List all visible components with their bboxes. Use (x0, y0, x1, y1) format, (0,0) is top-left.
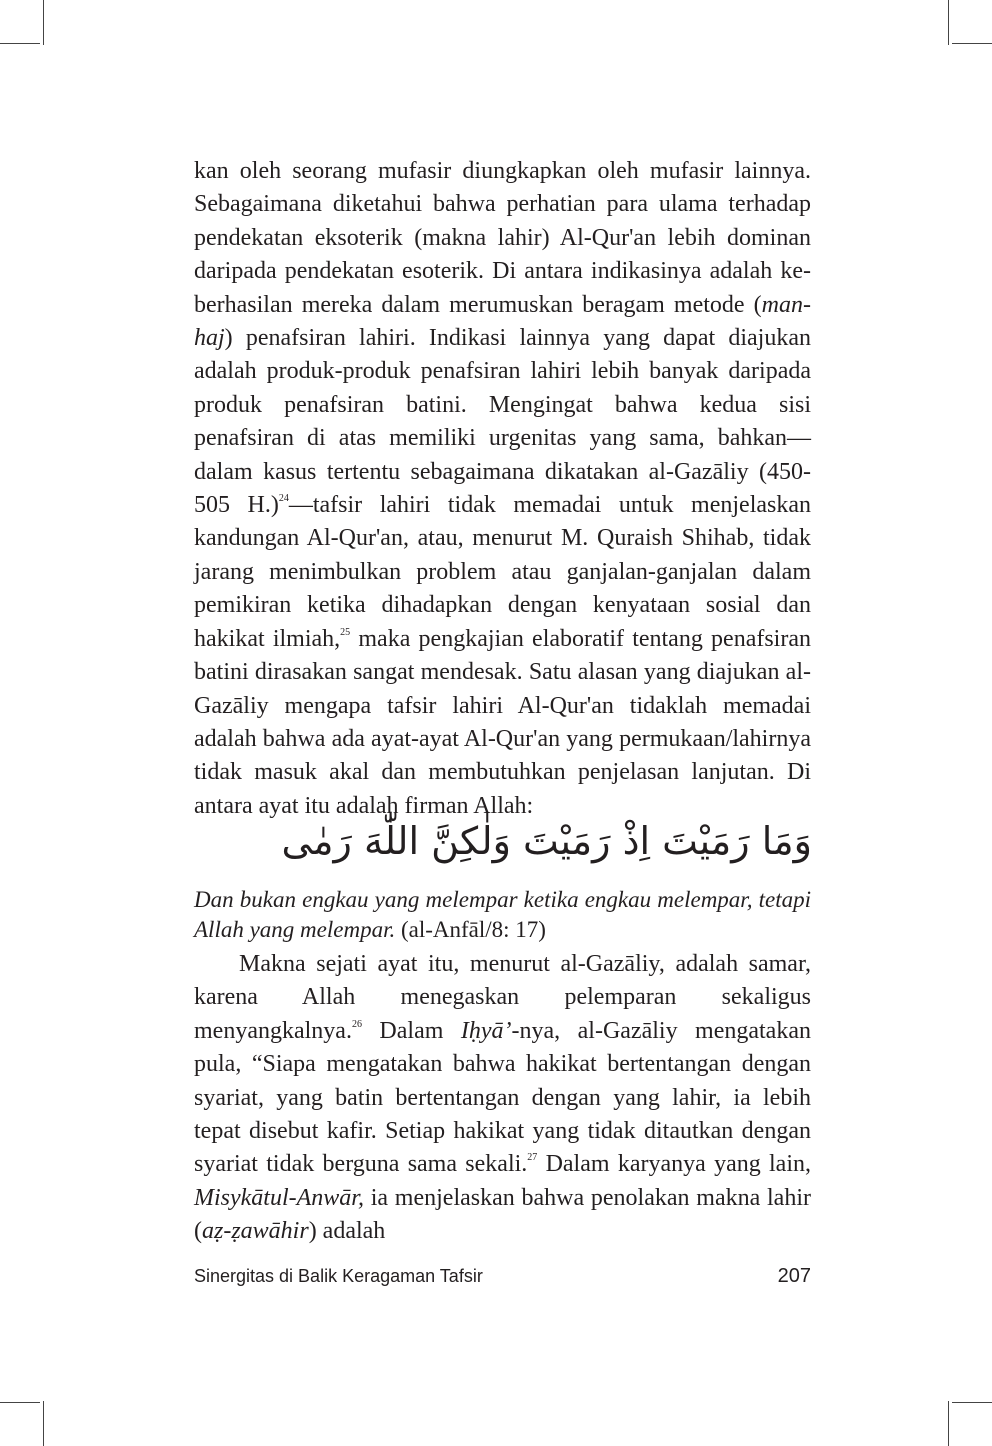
italic-term: Iḥyā’ (460, 1017, 512, 1044)
crop-mark (43, 0, 44, 45)
text-run: -nya, al-Gazāliy mengatakan pula, “Siapa mengatakan bahwa hakikat bertentangan dengan syariat, yang batin bertentangan dengan yang lahir, ia lebih tepat disebut kafir. Setiap hakikat yang tidak ditautkan dengan syariat tidak berguna sama sekali. (194, 1017, 811, 1178)
crop-mark (43, 1401, 44, 1446)
footnote-ref[interactable]: 25 (340, 626, 351, 638)
running-footer-title: Sinergitas di Balik Keragaman Tafsir (194, 1266, 483, 1286)
italic-term: Misykātul-Anwār, (194, 1184, 364, 1211)
body-text-top (194, 155, 811, 823)
paragraph (194, 948, 811, 1249)
crop-mark (948, 0, 949, 45)
crop-mark (952, 1402, 992, 1403)
footnote-ref[interactable]: 24 (278, 493, 289, 505)
text-run: Makna sejati ayat itu, menurut al-Gazāliy, adalah samar, karena Allah menegaskan pelemparan sekaligus menyangkalnya. (194, 951, 811, 1044)
text-run: ia menjelaskan bahwa penolakan makna lahir ( (194, 1184, 811, 1245)
crop-mark (0, 43, 40, 44)
footnote-ref[interactable]: 26 (351, 1018, 362, 1030)
arabic-verse: وَمَا رَمَيْتَ اِذْ رَمَيْتَ وَلٰكِنَّ اللّٰهَ رَمٰى (281, 819, 812, 863)
crop-mark (0, 1402, 40, 1403)
verse-reference: (al-Anfāl/8: 17) (395, 917, 546, 942)
verse-translation (194, 885, 811, 945)
italic-term: aẓ-ẓawāhir (202, 1218, 309, 1245)
footnote-ref[interactable]: 27 (527, 1152, 538, 1164)
text-run: kan oleh seorang mufasir diungkapkan oleh mufasir lainnya. Sebagaimana diketahui bahwa perhatian para ulama terhadap pendekatan eksoterik (makna lahir) Al-Qur'an lebih dominan daripada pendekatan esoterik. Di antara indikasinya adalah keberhasilan mereka dalam merumuskan beragam metode ( (194, 158, 811, 318)
page-number: 207 (777, 1265, 811, 1287)
text-run: maka pengkajian elaboratif tentang penafsiran batini dirasakan sangat mendesak. Satu alasan yang diajukan al-Gazāliy mengapa tafsir lahiri Al-Qur'an tidaklah memadai adalah bahwa ada ayat-ayat Al-Qur'an yang permukaan/lahirnya tidak masuk akal dan membutuhkan penjelasan lanjutan. Di antara ayat itu adalah firman Allah: (194, 625, 811, 819)
text-run: ) penafsiran lahiri. Indikasi lainnya yang dapat diajukan adalah produk-produk penafsiran lahiri lebih banyak daripada produk penafsiran batini. Mengingat bahwa kedua sisi penafsiran di atas memiliki urgenitas yang sama, bahkan—dalam kasus tertentu sebagaimana dikatakan al-Gazāliy (450-505 H.) (194, 325, 811, 519)
text-run: Dalam (361, 1017, 461, 1044)
text-run: —tafsir lahiri tidak memadai untuk menjelaskan kandungan Al-Qur'an, atau, menurut M. Quraish Shihab, tidak jarang menimbulkan problem atau ganjalan-ganjalan dalam pemikiran ketika dihadapkan dengan kenyataan sosial dan hakikat ilmiah, (194, 492, 812, 652)
text-run: ) adalah (308, 1218, 386, 1245)
translation-text: Dan bukan engkau yang melempar ketika engkau melempar, tetapi Allah yang melempar. (194, 887, 811, 942)
body-text-bottom (194, 948, 811, 1249)
paragraph (194, 155, 811, 823)
crop-mark (952, 43, 992, 44)
text-run: Dalam karyanya yang lain, (537, 1151, 811, 1178)
crop-mark (948, 1401, 949, 1446)
italic-term: manhaj (194, 291, 811, 352)
